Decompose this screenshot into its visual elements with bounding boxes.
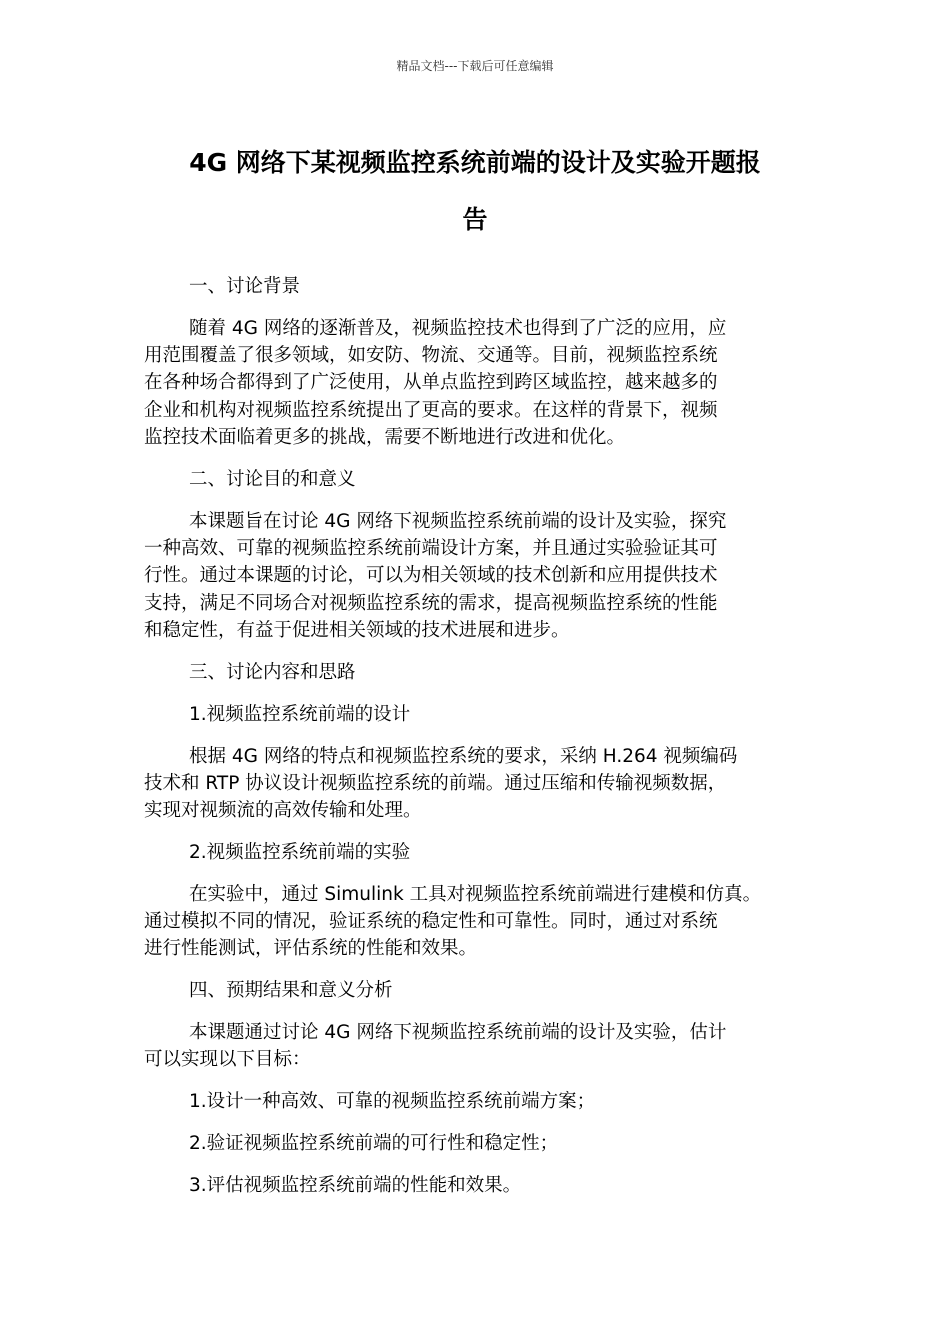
title-line-1: 4G 网络下某视频监控系统前端的设计及实验开题报 [189, 148, 761, 177]
paragraph-line: 一种高效、可靠的视频监控系统前端设计方案，并且通过实验验证其可 [144, 538, 718, 559]
section-heading-purpose: 二、讨论目的和意义 [189, 469, 356, 490]
paragraph-line: 在各种场合都得到了广泛使用，从单点监控到跨区域监控，越来越多的 [144, 372, 718, 393]
paragraph-line: 随着 4G 网络的逐渐普及，视频监控技术也得到了广泛的应用，应 [189, 318, 727, 339]
goal-list-item: 2.验证视频监控系统前端的可行性和稳定性； [189, 1133, 559, 1154]
paragraph-line: 实现对视频流的高效传输和处理。 [144, 800, 422, 821]
paragraph-line: 和稳定性，有益于促进相关领域的技术进展和进步。 [144, 620, 570, 641]
paragraph-line: 监控技术面临着更多的挑战，需要不断地进行改进和优化。 [144, 427, 626, 448]
document-title [120, 134, 830, 248]
paragraph-line: 用范围覆盖了很多领域，如安防、物流、交通等。目前，视频监控系统 [144, 345, 718, 366]
paragraph-line: 通过模拟不同的情况，验证系统的稳定性和可靠性。同时，通过对系统 [144, 911, 718, 932]
paragraph-line: 行性。通过本课题的讨论，可以为相关领域的技术创新和应用提供技术 [144, 565, 718, 586]
section-heading-background: 一、讨论背景 [189, 276, 301, 297]
paragraph-line: 进行性能测试，评估系统的性能和效果。 [144, 938, 478, 959]
subsection-heading-design: 1.视频监控系统前端的设计 [189, 704, 411, 725]
header-note: 精品文档---下载后可任意编辑 [396, 59, 554, 73]
title-line-2: 告 [462, 205, 488, 234]
paragraph-line: 本课题通过讨论 4G 网络下视频监控系统前端的设计及实验，估计 [189, 1022, 727, 1043]
paragraph-line: 技术和 RTP 协议设计视频监控系统的前端。通过压缩和传输视频数据， [144, 773, 727, 794]
goal-list-item: 3.评估视频监控系统前端的性能和效果。 [189, 1175, 522, 1196]
paragraph-line: 根据 4G 网络的特点和视频监控系统的要求，采纳 H.264 视频编码 [189, 746, 738, 767]
section-heading-results: 四、预期结果和意义分析 [189, 980, 393, 1001]
subsection-heading-experiment: 2.视频监控系统前端的实验 [189, 842, 411, 863]
section-heading-content: 三、讨论内容和思路 [189, 662, 356, 683]
paragraph-line: 支持，满足不同场合对视频监控系统的需求，提高视频监控系统的性能 [144, 593, 718, 614]
paragraph-line: 本课题旨在讨论 4G 网络下视频监控系统前端的设计及实验，探究 [189, 511, 727, 532]
paragraph-line: 可以实现以下目标： [144, 1049, 311, 1070]
goal-list-item: 1.设计一种高效、可靠的视频监控系统前端方案； [189, 1091, 596, 1112]
paragraph-line: 在实验中，通过 Simulink 工具对视频监控系统前端进行建模和仿真。 [189, 884, 762, 905]
paragraph-line: 企业和机构对视频监控系统提出了更高的要求。在这样的背景下，视频 [144, 400, 718, 421]
